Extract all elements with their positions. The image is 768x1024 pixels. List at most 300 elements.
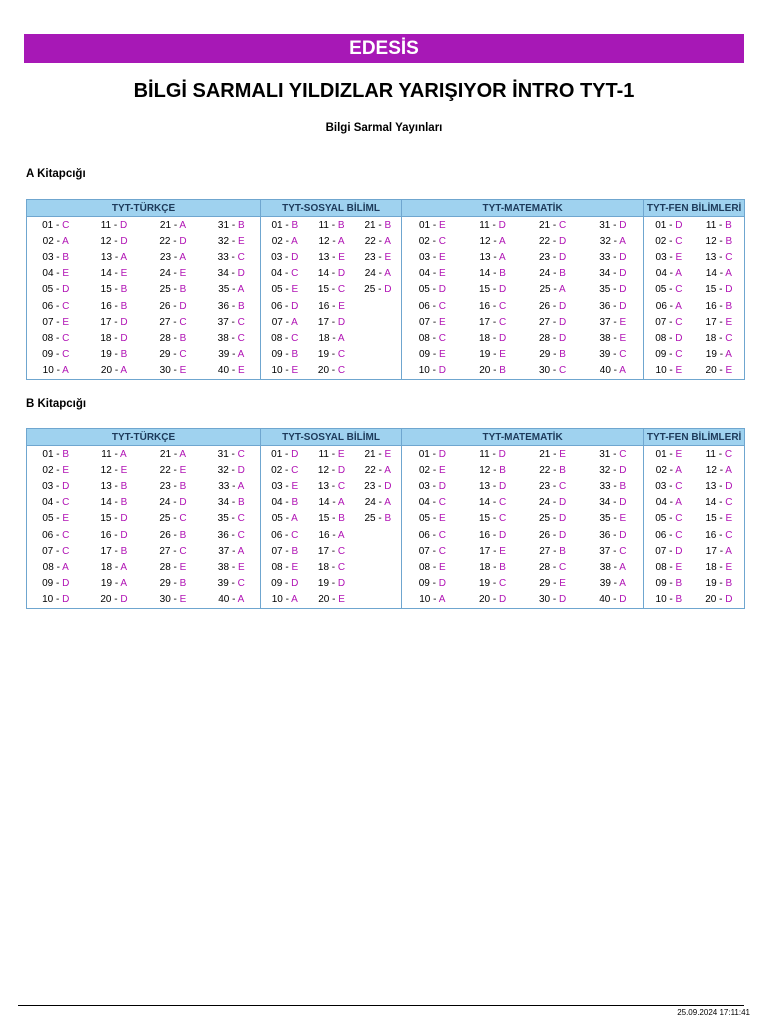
- answer-cell: 13 - A: [479, 251, 506, 263]
- question-number: 10: [419, 594, 431, 606]
- answer-letter: D: [62, 480, 70, 492]
- answer-letter: D: [62, 578, 70, 590]
- question-number: 04: [271, 497, 283, 509]
- question-number: 17: [705, 316, 717, 328]
- answer-cell: 13 - E: [318, 251, 345, 263]
- answer-cell: 36 - D: [583, 527, 644, 543]
- question-number: 25: [539, 284, 551, 296]
- answer-cell: 25 - D: [538, 513, 567, 525]
- question-number: 15: [317, 284, 330, 296]
- answer-letter: A: [675, 268, 682, 280]
- answer-letter: D: [498, 284, 507, 296]
- answer-cell: 06 - D: [261, 298, 309, 314]
- answer-cell: 24 - D: [538, 497, 567, 509]
- question-number: 14: [318, 497, 330, 509]
- question-number: 13: [317, 480, 330, 492]
- table-row: [27, 462, 745, 478]
- answer-letter: C: [179, 316, 187, 328]
- question-number: 05: [42, 284, 54, 296]
- answer-cell: 12 - A: [318, 235, 345, 247]
- answer-cell: 31 - C: [203, 446, 261, 463]
- answer-letter: C: [438, 300, 446, 312]
- answer-letter: C: [62, 349, 70, 361]
- answer-cell: 20 - A: [85, 363, 144, 380]
- question-number: 14: [705, 268, 717, 280]
- question-number: 01: [418, 219, 431, 231]
- answer-cell: 17 - D: [100, 316, 128, 328]
- question-number: 02: [418, 235, 430, 247]
- answer-letter: C: [725, 251, 733, 263]
- answer-letter: A: [62, 561, 69, 573]
- answer-letter: C: [558, 365, 567, 377]
- answer-cell: 09 - D: [402, 576, 463, 592]
- answer-letter: A: [62, 235, 69, 247]
- question-number: 17: [705, 545, 717, 557]
- answer-cell: 05 - A: [261, 511, 309, 527]
- answer-letter: B: [559, 545, 566, 557]
- question-number: 14: [100, 268, 112, 280]
- answer-cell: 11 - D: [479, 219, 506, 231]
- answer-letter: C: [337, 561, 346, 573]
- question-number: 17: [317, 545, 330, 557]
- answer-cell: 32 - D: [203, 462, 261, 478]
- question-number: 16: [318, 300, 330, 312]
- question-number: 25: [364, 513, 376, 525]
- answer-cell: 05 - C: [644, 511, 694, 527]
- question-number: 09: [42, 349, 54, 361]
- question-number: 20: [705, 365, 717, 377]
- answer-letter: E: [179, 594, 187, 606]
- answer-cell: [355, 363, 402, 380]
- answer-cell: 12 - D: [317, 464, 346, 476]
- question-number: 13: [478, 480, 491, 492]
- booklet-b-label: B Kitapcığı: [26, 398, 87, 410]
- answer-cell: 40 - A: [203, 592, 261, 609]
- answer-letter: B: [62, 251, 70, 263]
- answer-cell: 08 - A: [27, 559, 85, 575]
- answer-cell: 33 - D: [583, 249, 644, 265]
- question-number: 10: [42, 594, 54, 606]
- answer-letter: B: [291, 349, 299, 361]
- question-number: 33: [217, 251, 229, 263]
- question-number: 34: [217, 268, 229, 280]
- question-number: 06: [271, 529, 283, 541]
- question-number: 06: [42, 529, 54, 541]
- answer-cell: 22 - D: [159, 235, 187, 247]
- answer-cell: [355, 330, 402, 346]
- answer-cell: 35 - E: [583, 511, 644, 527]
- answer-cell: 02 - A: [644, 462, 694, 478]
- answer-cell: 07 - E: [402, 314, 463, 330]
- answer-cell: 39 - C: [203, 576, 261, 592]
- answer-letter: C: [291, 464, 299, 476]
- answer-cell: 37 - C: [583, 543, 644, 559]
- answer-letter: E: [438, 219, 446, 231]
- answer-letter: A: [675, 300, 682, 312]
- answer-cell: 05 - E: [27, 511, 85, 527]
- answer-letter: B: [120, 349, 128, 361]
- question-number: 22: [159, 235, 171, 247]
- answer-letter: B: [120, 480, 128, 492]
- table-row: [27, 266, 745, 282]
- answer-letter: E: [237, 365, 245, 377]
- question-number: 11: [479, 448, 490, 460]
- question-number: 11: [318, 448, 329, 460]
- answer-cell: 07 - C: [27, 543, 85, 559]
- question-number: 19: [317, 578, 330, 590]
- answer-cell: 25 - B: [159, 284, 187, 296]
- answer-cell: 12 - A: [694, 462, 745, 478]
- question-number: 39: [218, 349, 230, 361]
- answer-letter: A: [62, 365, 69, 377]
- booklet-a-label: A Kitapcığı: [26, 168, 86, 180]
- answer-letter: D: [120, 219, 128, 231]
- answer-cell: 04 - A: [644, 495, 694, 511]
- question-number: 31: [217, 448, 229, 460]
- answer-letter: A: [725, 268, 732, 280]
- answer-letter: B: [384, 219, 392, 231]
- answer-letter: E: [675, 561, 683, 573]
- answer-cell: 13 - C: [694, 249, 745, 265]
- question-number: 21: [364, 219, 376, 231]
- question-number: 34: [217, 497, 230, 509]
- answer-cell: 10 - A: [27, 363, 85, 380]
- answer-letter: E: [337, 448, 345, 460]
- question-number: 08: [271, 332, 283, 344]
- answer-letter: B: [179, 284, 187, 296]
- question-number: 18: [100, 332, 112, 344]
- answer-letter: D: [337, 464, 346, 476]
- question-number: 23: [538, 480, 551, 492]
- answer-cell: 08 - D: [644, 330, 694, 346]
- answer-letter: B: [499, 365, 506, 377]
- question-number: 17: [100, 316, 112, 328]
- answer-cell: 13 - C: [317, 480, 346, 492]
- question-number: 07: [271, 316, 283, 328]
- answer-cell: 33 - B: [583, 478, 644, 494]
- answer-cell: 18 - C: [317, 561, 346, 573]
- answer-cell: 21 - E: [539, 448, 566, 460]
- question-number: 21: [539, 448, 551, 460]
- answer-cell: 11 - C: [694, 446, 745, 463]
- answer-cell: 30 - E: [144, 363, 203, 380]
- answer-cell: 11 - E: [318, 448, 345, 460]
- answer-letter: D: [498, 332, 507, 344]
- answer-cell: 32 - E: [203, 233, 261, 249]
- answer-letter: E: [438, 316, 446, 328]
- answer-cell: 38 - C: [203, 330, 261, 346]
- answer-cell: 30 - C: [523, 363, 583, 380]
- question-number: 38: [599, 561, 611, 573]
- question-number: 06: [418, 529, 430, 541]
- answer-cell: 18 - E: [694, 559, 745, 575]
- question-number: 32: [217, 464, 229, 476]
- question-number: 39: [217, 578, 229, 590]
- question-number: 17: [479, 545, 491, 557]
- table-row: [27, 495, 745, 511]
- answer-cell: 16 - A: [318, 529, 345, 541]
- answer-letter: B: [237, 497, 245, 509]
- question-number: 18: [705, 561, 717, 573]
- answer-letter: E: [438, 513, 446, 525]
- answer-cell: 36 - D: [583, 298, 644, 314]
- question-number: 12: [705, 464, 717, 476]
- answer-cell: 19 - B: [694, 576, 745, 592]
- question-number: 33: [218, 480, 230, 492]
- answer-letter: C: [237, 251, 245, 263]
- answer-cell: 32 - D: [583, 462, 644, 478]
- answer-letter: E: [438, 251, 446, 263]
- question-number: 28: [159, 561, 171, 573]
- answer-cell: 11 - A: [101, 448, 127, 460]
- question-number: 30: [538, 365, 551, 377]
- question-number: 36: [599, 529, 611, 541]
- question-number: 11: [705, 448, 716, 460]
- answer-letter: E: [499, 349, 506, 361]
- answer-cell: 38 - E: [583, 330, 644, 346]
- answer-cell: 14 - D: [317, 268, 346, 280]
- answer-cell: 20 - D: [463, 592, 523, 609]
- question-number: 11: [101, 448, 112, 460]
- answer-cell: 02 - A: [261, 233, 309, 249]
- answer-cell: 35 - D: [583, 282, 644, 298]
- question-number: 13: [705, 480, 717, 492]
- answer-letter: D: [237, 268, 245, 280]
- answer-cell: 11 - D: [100, 219, 128, 231]
- answer-cell: 39 - A: [583, 576, 644, 592]
- answer-letter: E: [62, 513, 70, 525]
- question-number: 02: [271, 464, 283, 476]
- answer-cell: 33 - C: [203, 249, 261, 265]
- table-row: [27, 446, 745, 463]
- answer-cell: 14 - B: [479, 268, 506, 280]
- answer-cell: 27 - C: [159, 545, 187, 557]
- answer-letter: C: [498, 300, 507, 312]
- answer-cell: 26 - B: [159, 529, 187, 541]
- answer-cell: 18 - C: [694, 330, 745, 346]
- question-number: 13: [318, 251, 330, 263]
- question-number: 09: [418, 349, 431, 361]
- question-number: 31: [599, 219, 611, 231]
- answer-cell: 40 - E: [203, 363, 261, 380]
- answer-letter: E: [62, 316, 70, 328]
- answer-letter: D: [179, 497, 187, 509]
- answer-cell: 16 - C: [478, 300, 507, 312]
- answer-letter: D: [675, 545, 683, 557]
- question-number: 11: [479, 219, 490, 231]
- answer-cell: 23 - A: [159, 251, 187, 263]
- table-row: [27, 282, 745, 298]
- answer-cell: 34 - D: [203, 266, 261, 282]
- answer-cell: 32 - A: [583, 233, 644, 249]
- question-number: 10: [418, 365, 430, 377]
- question-number: 12: [705, 235, 717, 247]
- answer-cell: 08 - C: [402, 330, 463, 346]
- answer-cell: 26 - D: [159, 300, 187, 312]
- answer-cell: 15 - D: [100, 513, 128, 525]
- answer-cell: 29 - B: [539, 349, 566, 361]
- answer-letter: C: [725, 529, 733, 541]
- answer-cell: 18 - D: [478, 332, 507, 344]
- answer-cell: 22 - B: [539, 464, 566, 476]
- answer-letter: D: [438, 365, 446, 377]
- answer-cell: 03 - D: [27, 478, 85, 494]
- question-number: 27: [159, 545, 171, 557]
- answer-letter: E: [291, 284, 299, 296]
- answer-letter: C: [237, 332, 245, 344]
- answer-cell: 25 - B: [355, 511, 402, 527]
- question-number: 14: [317, 268, 330, 280]
- answer-letter: B: [499, 464, 506, 476]
- answer-letter: C: [237, 513, 245, 525]
- answer-letter: E: [291, 480, 299, 492]
- answer-letter: B: [62, 448, 70, 460]
- answer-cell: 19 - A: [100, 578, 128, 590]
- question-number: 14: [705, 497, 717, 509]
- answer-letter: B: [619, 480, 627, 492]
- question-number: 05: [655, 284, 667, 296]
- answer-cell: 15 - B: [100, 284, 128, 296]
- answer-cell: 06 - C: [644, 527, 694, 543]
- question-number: 28: [538, 332, 551, 344]
- answer-letter: C: [337, 365, 346, 377]
- question-number: 24: [364, 497, 376, 509]
- answer-cell: 04 - A: [644, 266, 694, 282]
- answer-letter: D: [62, 594, 70, 606]
- answer-letter: D: [498, 529, 507, 541]
- question-number: 06: [655, 300, 667, 312]
- answer-cell: 06 - C: [402, 298, 463, 314]
- answer-letter: A: [120, 251, 128, 263]
- question-number: 19: [705, 578, 717, 590]
- answer-cell: 20 - D: [694, 592, 745, 609]
- answer-cell: 10 - E: [261, 363, 309, 380]
- answer-cell: 03 - D: [402, 478, 463, 494]
- question-number: 16: [100, 300, 112, 312]
- answer-cell: 22 - A: [355, 233, 402, 249]
- answer-cell: 12 - E: [100, 464, 128, 476]
- question-number: 20: [318, 594, 330, 606]
- answer-letter: D: [120, 529, 128, 541]
- answer-cell: 10 - D: [402, 363, 463, 380]
- question-number: 05: [655, 513, 667, 525]
- answer-letter: E: [438, 464, 446, 476]
- answer-letter: C: [498, 578, 507, 590]
- answer-letter: A: [725, 349, 732, 361]
- answer-cell: 12 - B: [694, 233, 745, 249]
- answer-letter: B: [120, 497, 128, 509]
- answer-letter: D: [120, 594, 128, 606]
- answer-cell: 24 - A: [355, 495, 402, 511]
- question-number: 05: [418, 284, 430, 296]
- answer-letter: C: [291, 268, 299, 280]
- answer-letter: E: [237, 235, 245, 247]
- question-number: 20: [479, 365, 491, 377]
- answer-cell: 08 - C: [27, 330, 85, 346]
- answer-cell: 04 - E: [27, 266, 85, 282]
- answer-letter: B: [499, 268, 506, 280]
- question-number: 03: [655, 480, 667, 492]
- answer-letter: A: [237, 545, 245, 557]
- answer-cell: 35 - A: [203, 282, 261, 298]
- answer-letter: C: [558, 561, 567, 573]
- answer-cell: 15 - E: [694, 511, 745, 527]
- question-number: 02: [42, 464, 54, 476]
- question-number: 04: [42, 268, 54, 280]
- answer-cell: 37 - E: [583, 314, 644, 330]
- question-number: 34: [599, 268, 611, 280]
- answer-cell: 20 - E: [309, 592, 355, 609]
- answer-cell: 40 - A: [583, 363, 644, 380]
- section-header-matematik: TYT-MATEMATİK: [402, 200, 644, 217]
- answer-cell: 01 - E: [644, 446, 694, 463]
- answer-letter: A: [384, 268, 391, 280]
- answer-letter: B: [237, 219, 245, 231]
- question-number: 35: [218, 284, 230, 296]
- answer-letter: B: [384, 513, 392, 525]
- answer-cell: 31 - D: [583, 217, 644, 234]
- question-number: 10: [271, 365, 283, 377]
- answer-cell: 34 - D: [583, 266, 644, 282]
- answer-cell: 19 - C: [478, 578, 507, 590]
- question-number: 11: [705, 219, 717, 231]
- question-number: 21: [538, 219, 551, 231]
- question-number: 16: [478, 300, 491, 312]
- answer-letter: C: [438, 497, 446, 509]
- answer-letter: A: [291, 594, 298, 606]
- answer-letter: B: [179, 480, 187, 492]
- question-number: 01: [655, 448, 667, 460]
- question-number: 36: [217, 529, 229, 541]
- question-number: 12: [479, 235, 491, 247]
- answer-letter: D: [384, 480, 392, 492]
- question-number: 12: [479, 464, 491, 476]
- question-number: 12: [318, 235, 330, 247]
- answer-letter: E: [384, 448, 392, 460]
- answer-letter: D: [558, 300, 567, 312]
- question-number: 29: [159, 349, 171, 361]
- answer-cell: 19 - E: [479, 349, 506, 361]
- answer-letter: C: [438, 545, 446, 557]
- question-number: 15: [100, 284, 112, 296]
- answer-cell: 12 - A: [479, 235, 506, 247]
- question-number: 07: [42, 545, 54, 557]
- question-number: 18: [705, 332, 717, 344]
- answer-letter: C: [62, 219, 70, 231]
- question-number: 23: [364, 251, 376, 263]
- answer-letter: C: [619, 448, 627, 460]
- answer-cell: 17 - D: [317, 316, 346, 328]
- answer-cell: 10 - A: [402, 592, 463, 609]
- answer-letter: A: [384, 497, 391, 509]
- answer-cell: 02 - C: [402, 233, 463, 249]
- question-number: 05: [271, 284, 283, 296]
- answer-letter: E: [179, 268, 187, 280]
- answer-cell: 05 - C: [644, 282, 694, 298]
- question-number: 06: [655, 529, 667, 541]
- answer-letter: A: [291, 235, 298, 247]
- answer-letter: E: [438, 268, 446, 280]
- question-number: 05: [418, 513, 431, 525]
- question-number: 03: [655, 251, 667, 263]
- question-number: 14: [478, 497, 491, 509]
- answer-cell: 01 - B: [261, 217, 309, 234]
- answer-letter: E: [62, 464, 70, 476]
- question-number: 23: [159, 480, 171, 492]
- answer-letter: D: [337, 578, 346, 590]
- question-number: 08: [655, 561, 667, 573]
- answer-letter: A: [179, 219, 187, 231]
